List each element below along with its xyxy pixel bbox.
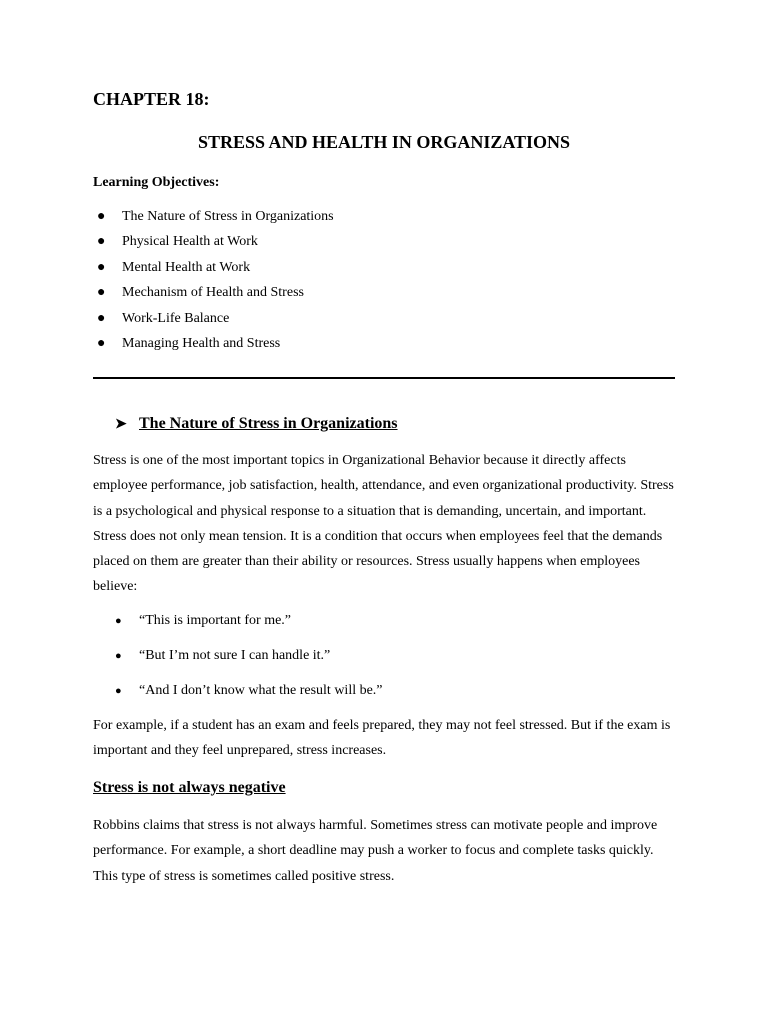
list-item: ● Mental Health at Work — [97, 259, 251, 275]
list-item: ● Work-Life Balance — [97, 310, 230, 326]
dot-icon: ● — [115, 650, 122, 662]
list-item: ● The Nature of Stress in Organizations — [97, 209, 334, 224]
list-item: ● Physical Health at Work — [97, 234, 258, 250]
bullet-icon: ● — [97, 209, 106, 224]
arrowhead-icon: ➤ — [115, 417, 127, 432]
list-item: ● “But I’m not sure I can handle it.” — [115, 648, 331, 663]
list-item: ● Mechanism of Health and Stress — [97, 285, 304, 301]
section-heading: ➤ The Nature of Stress in Organizations — [115, 414, 398, 435]
subsection-paragraph: Robbins claims that stress is not always harmful. Sometimes stress can motivate people and improve performance. For example, a short deadline may push a worker to focus and complete tasks quickly. This type of stress is sometimes called positive stress. — [93, 818, 658, 884]
section-paragraph-2: For example, if a student has an exam and feels prepared, they may not feel stressed. But if the exam is important and they feel unprepared, stress increases. — [93, 718, 671, 759]
learning-objectives-list — [93, 208, 334, 360]
list-item: ● Managing Health and Stress — [97, 335, 281, 351]
subsection-heading: Stress is not always negative — [93, 779, 286, 796]
section-paragraph-1: Stress is one of the most important topics in Organizational Behavior because it directly affects employee performance, job satisfaction, health, attendance, and even organizational productivity. Stress is a psychological and physical response to a situation that is demanding, uncertain, and important. Stress does not only mean tension. It is a condition that occurs when employees feel that the demands placed on them are greater than their ability or resources. Stress usually happens when employees believe: — [93, 453, 674, 595]
quote-list — [93, 612, 383, 717]
chapter-title: STRESS AND HEALTH IN ORGANIZATIONS — [197, 132, 571, 152]
chapter-number: CHAPTER 18: — [93, 89, 210, 109]
dot-icon: ● — [115, 615, 122, 627]
bullet-icon: ● — [97, 259, 106, 275]
bullet-icon: ● — [97, 285, 106, 301]
horizontal-divider — [93, 377, 675, 379]
list-item: ● “And I don’t know what the result will be.” — [115, 683, 383, 698]
dot-icon: ● — [115, 685, 122, 697]
list-item: ● “This is important for me.” — [115, 613, 292, 628]
bullet-icon: ● — [97, 335, 106, 351]
bullet-icon: ● — [97, 310, 106, 326]
bullet-icon: ● — [97, 234, 106, 250]
learning-objectives-label: Learning Objectives: — [93, 175, 220, 190]
